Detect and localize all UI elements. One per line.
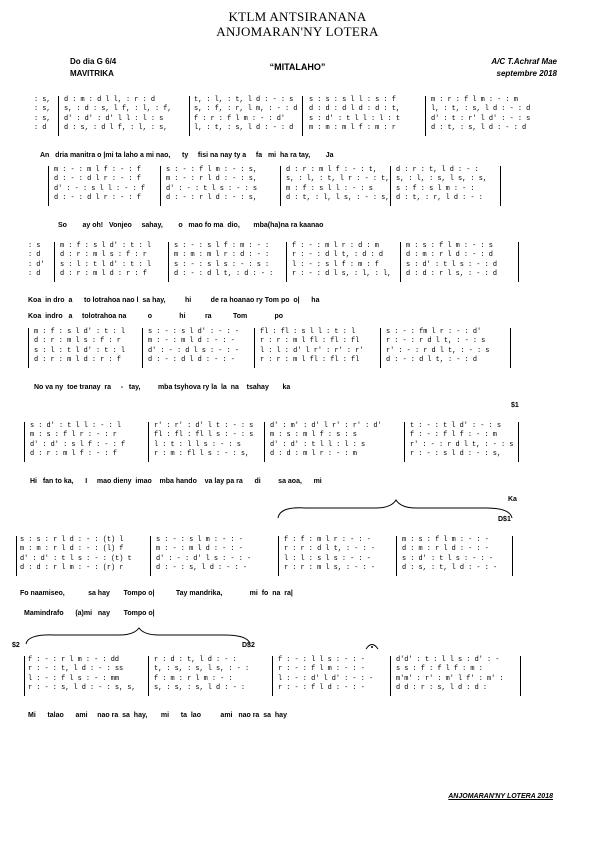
measure: m : s : f l m : - : s d : m : r l d : - : d s : d' : t l s : - : d d : d : r l s, : - : d — [406, 242, 497, 279]
measure: t, : l, : t, l d : - : s s, : f, : r, l m, : - : d f : r : f l m : - : d' l, : t, : s, l d : - : d — [194, 96, 298, 133]
measure: s : d' : t l l : - : l m : s : f l r : - : r d' : d' : s l f : - : f d : r : m l f : - : f — [30, 422, 126, 459]
measure: d : r : t, l d : - : s, : l, : s, l s, : s, s : f : s l m : - : d : t, : r, l d : - : — [396, 166, 487, 203]
choir-title: KTLM ANTSIRANANA — [228, 9, 367, 24]
measure: s : - : s l d' : - : - m : - : m l d : - : - d' : - : d l s : - : - d : - : d l d : - : - — [148, 328, 239, 365]
measure: : s, : s, : s, : d — [34, 96, 51, 133]
composer: A/C T.Achraf Mae — [491, 57, 557, 66]
measure: s : s : s l l : s : f d : d : d l d : d : t, s : d' : t l l : l : t m : m : m l f : m : r — [309, 96, 400, 133]
measure: s : s : r l d : - : (t) l m : m : r l d : - : (l) f d' : d' : t l s : - : (t) t d : d : r l m : - : (r) r — [20, 536, 132, 573]
measure: f : - : m l r : d : m r : - : d l t, : d : d l : - : s l f : m : f r : - : d l s, : l, : l, — [292, 242, 392, 279]
measure: m : f : s l d' : t : l d : r : m l s : f : r s : l : t l d' : t : l d : r : m l d : r : f — [60, 242, 151, 279]
composition-date: septembre 2018 — [496, 69, 557, 78]
song-title: “MITALAHO” — [269, 62, 326, 72]
dal-segno-marker-2: D$2 — [242, 642, 255, 649]
measure: r : d : t, l d : - : t, : s, : s, l s, : - : f : m : r l m : - : s, : s, : s, l d : - : — [154, 656, 250, 693]
fermata-icon — [364, 640, 380, 650]
alt-lyric-word: Ka — [508, 496, 517, 503]
measure: m : s : f l m : - : - d : m : r l d : - : - s : d' : t l s : - : - d : s, : t, l d : - : - — [402, 536, 498, 573]
lyrics-line: Fo naamiseo, sa hay Tompo o| Tay mandrika, mi fo na ra| — [20, 590, 293, 597]
measure: t : - : t l d' : - : s f : - : f l f : - : m r' : - : r d l t, : - : s r : - : s l d : - : s, — [410, 422, 514, 459]
lyrics-line: Hi fan to ka, I mao dieny imao mba hando va lay pa ra di sa aoa, mi — [30, 478, 322, 485]
measure: : s : d : d' : d — [28, 242, 45, 279]
measure: s : - : s l f : m : - : m : m : m l r : d : - : s : - : s l s : - : s : d : - : d l t, : d : - : — [174, 242, 274, 279]
measure: d : m : d l l, : r : d s, : d : s, l f, : l, : f, d' : d' : d' l l : l : s d : s, : d l f, : l, : s, — [64, 96, 172, 133]
lyrics-line: An dria manitra o |mi ta laho a mi nao, ty fisi na nay ty a fa mi ha ra tay, Ja — [40, 152, 334, 159]
lyrics-line: Koa in dro a to lotrahoa nao l sa hay, hi de ra hoanao ry Tom po o| ha — [28, 297, 320, 304]
repeat-brace — [24, 626, 254, 648]
lyrics-line-alt: Mamindrafo (a)mi nay Tompo o| — [24, 610, 155, 617]
measure: fl : fl : s l l : t : l r : r : m l fl : fl : fl l : l : d' l r' : r' : r' r : r : m l fl : fl : fl — [260, 328, 364, 365]
lyrics-line: No va ny toe tranay ra - tay, mba tsyhova ry la la na tsahay ka — [34, 384, 291, 391]
song-source-title: ANJOMARAN'NY LOTERA — [216, 24, 379, 39]
dal-segno-marker: D$1 — [498, 516, 511, 523]
measure: s : - : s l m : - : - m : - : m l d : - : - d' : - : d' l s : - : - d : - : s, l d : - : - — [156, 536, 252, 573]
measure: d'd' : t : l l s : d' : - s s : f : f l f : m : m'm' : r' : m' l f' : m' : d d : r : s, l d : d : — [396, 656, 504, 693]
measure: f : - : r l m : - : dd r : - : t, l d : - : ss l : - : f l s : - : mm r : - : s, l d : - : s, s, — [28, 656, 136, 693]
key-signature: Do dia G 6/4 — [70, 57, 117, 66]
footer-credit: ANJOMARAN'NY LOTERA 2018 — [448, 793, 553, 800]
measure: m : f : s l d' : t : l d : r : m l s : f : r s : l : t l d' : t : l d : r : m l d : r : f — [34, 328, 125, 365]
measure: f : f : m l r : - : - r : r : d l t, : - : - l : l : s l s : - : - r : r : m l s, : - : - — [284, 536, 375, 573]
segno-marker: $1 — [511, 402, 519, 409]
measure: d : r : m l f : - : t, s, : l, : t, l r : - : t, m : f : s l l : - : s d : t, : l, l s, : - : s, — [286, 166, 390, 203]
lyrics-line-alt: Koa indro a tolotrahoa na o hi ra Tom po — [28, 313, 284, 320]
lyrics-line: So ay oh! Vonjeo sahay, o mao fo ma dio, mba(ha)na ra kaanao — [58, 222, 324, 229]
lyrics-line: Mi talao ami nao ra sa hay, mi ta lao ami nao ra sa hay — [28, 712, 287, 719]
measure: d' : m' : d' l r' : r' : d' m : s : m l f : s : s d' : d' : t l l : l : s d : d : m l r : - : m — [270, 422, 382, 459]
measure: m : - : m l f : - : f d : - : d l r : - : f d' : - : s l l : - : f d : - : d l r : - : f — [54, 166, 145, 203]
measure: f : - : l l s : - : - r : - : f l m : - : - l : - : d' l d' : - : - r : - : f l d : - : - — [278, 656, 374, 693]
repeat-brace — [276, 498, 516, 520]
measure: r' : r' : d' l t : - : s fl : fl : fl l s : - : s l : t : l l s : - : s r : m : fl l s : - : s, — [154, 422, 254, 459]
measure: s : - : fm l r : - : d' r : - : r d l t, : - : s r' : - : r d l t, : - : s d : - : d l t, : - : d — [386, 328, 490, 365]
measure: m : r : f l m : - : m l, : t, : s, l d : - : d d' : t : r' l d' : - : s d : t, : s, l d : - : d — [431, 96, 531, 133]
measure: s : - : f l m : - : s, m : - : r l d : - : s, d' : - : t l s : - : s d : - : r l d : - : s, — [166, 166, 257, 203]
tempo-marking: MAVITRIKA — [70, 69, 114, 78]
segno-marker-2: $2 — [12, 642, 20, 649]
